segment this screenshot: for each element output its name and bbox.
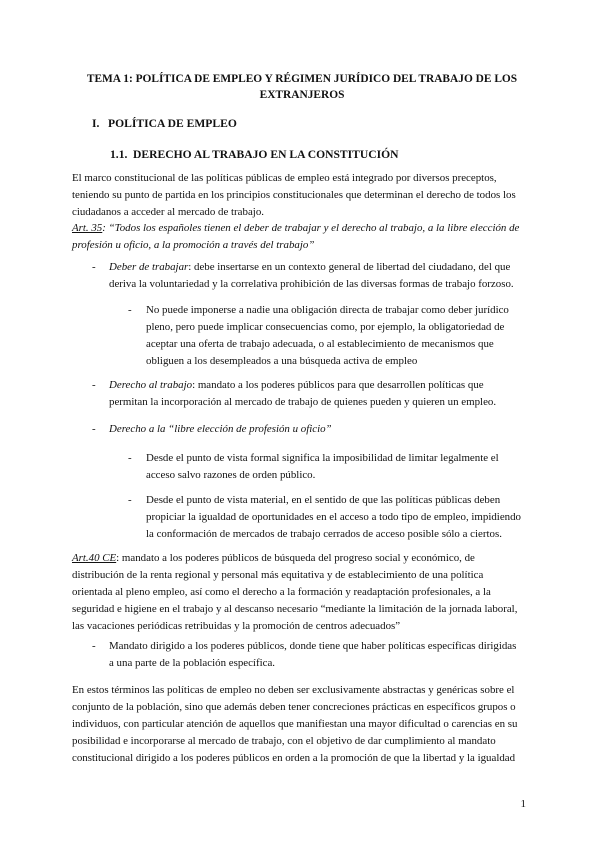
paragraph-line: profesión u oficio, a la promoción a través del trabajo” [72,238,315,251]
bullet-term: Derecho al trabajo [109,379,193,391]
paragraph-line: aceptar una oferta de trabajo adecuada, o al establecimiento de mecanismos que [146,337,494,350]
paragraph-line: propiciar la igualdad de oportunidades en el acceso a todo tipo de empleo, impidiendo [146,510,522,523]
bullet-dash: - [92,379,96,391]
bullet-deber-trabajar [109,259,529,293]
art40-paragraph [72,550,530,635]
article-reference: Art. 35 [72,222,103,234]
paragraph-line: posibilidad e incorporarse al mercado de trabajo, con el objetivo de dar cumplimiento al mandato [72,734,496,747]
paragraph-line: : debe insertarse en un contexto general de libertad del ciudadano, del que [188,261,511,273]
page-number: 1 [520,798,526,810]
paragraph-line: : mandato a los poderes públicos de búsqueda del progreso social y económico, de [116,552,475,564]
bullet-dash: - [92,423,96,435]
paragraph-line: a una parte de la población específica. [109,656,275,669]
paragraph-line: No puede imponerse a nadie una obligación directa de trabajar como deber jurídico [146,304,509,316]
paragraph-line: orientada al pleno empleo, así como el derecho a la formación y readaptación profesionales, a la [72,585,491,598]
paragraph-line: distribución de la renta regional y personal más equitativa y de establecimiento de una política [72,568,484,581]
sub-bullet-formal [146,450,530,484]
title-line: TEMA 1: POLÍTICA DE EMPLEO Y RÉGIMEN JURÍDICO DEL TRABAJO DE LOS [86,73,518,85]
paragraph-line: acceso salvo razones de orden público. [146,468,316,481]
paragraph-line: permitan la incorporación al mercado de trabajo de quienes pueden y quieren un empleo. [109,395,497,408]
bullet-dash: - [128,304,132,316]
section-heading-politica-empleo [92,116,237,132]
paragraph-line: : mandato a los poderes públicos para que desarrollen políticas que [192,379,484,391]
subsection-number: 1.1. [110,148,128,161]
paragraph-line: la conformación de mercados de trabajo cerrados de acceso posible sólo a ciertos. [146,527,502,540]
closing-paragraph [72,682,530,767]
paragraph-line: conjunto de la población, sino que además deben tener concreciones prácticas en específicos grupos o [72,700,516,713]
document-title [72,71,532,103]
article-reference: Art.40 CE [72,552,117,564]
title-line: EXTRANJEROS [259,89,345,101]
paragraph-line: En estos términos las políticas de empleo no deben ser exclusivamente abstractas y genéricas sobre el [72,684,515,696]
bullet-dash: - [128,494,132,506]
subsection-title: DERECHO AL TRABAJO EN LA CONSTITUCIÓN [133,148,399,161]
paragraph-line: individuos, con particular atención de aquellos que manifiestan una mayor dificultad o carencias en su [72,717,518,730]
paragraph-line: seguridad e higiene en el trabajo y al descanso necesario “mediante la limitación de la jornada laboral, [72,602,518,615]
paragraph-line: Desde el punto de vista formal significa la imposibilidad de limitar legalmente el [146,452,499,464]
subsection-heading-derecho-trabajo [110,147,399,163]
sub-bullet-obligacion [146,302,530,370]
paragraph-line: las vacaciones periódicas retribuidas y la promoción de centros adecuados” [72,619,401,632]
bullet-term: Deber de trabajar [109,261,189,273]
paragraph-line: ciudadanos a acceder al mercado de trabajo. [72,205,264,218]
paragraph-line: teniendo su punto de partida en los principios constitucionales que determinan el derecho de todos los [72,188,516,201]
section-number: I. [92,117,100,130]
bullet-mandato [109,638,529,672]
bullet-dash: - [128,452,132,464]
paragraph-line: Mandato dirigido a los poderes públicos, donde tiene que haber políticas específicas dirigidas [109,640,517,652]
bullet-libre-eleccion [109,421,529,438]
paragraph-line: Desde el punto de vista material, en el sentido de que las políticas públicas deben [146,494,501,506]
paragraph-line: Derecho a la “libre elección de profesión u oficio” [109,423,332,435]
section-title: POLÍTICA DE EMPLEO [108,117,237,130]
sub-bullet-material [146,492,530,543]
bullet-dash: - [92,640,96,652]
bullet-derecho-trabajo [109,377,529,411]
bullet-dash: - [92,261,96,273]
intro-paragraph [72,170,530,221]
art35-paragraph [72,220,530,254]
paragraph-line: pleno, pero puede implicar consecuencias como, por ejemplo, la obligatoriedad de [146,320,505,333]
paragraph-line: deriva la voluntariedad y la correlativa prohibición de las diversas formas de trabajo forzoso. [109,277,514,290]
paragraph-line: El marco constitucional de las políticas públicas de empleo está integrado por diversos preceptos, [72,172,497,184]
paragraph-line: constitucional dirigido a los poderes públicos en orden a la promoción de que la libertad y la igualdad [72,751,516,764]
paragraph-line: obliguen a los desempleados a una búsqueda activa de empleo [146,354,418,367]
paragraph-line: : “Todos los españoles tienen el deber de trabajar y el derecho al trabajo, a la libre elección de [102,222,520,234]
